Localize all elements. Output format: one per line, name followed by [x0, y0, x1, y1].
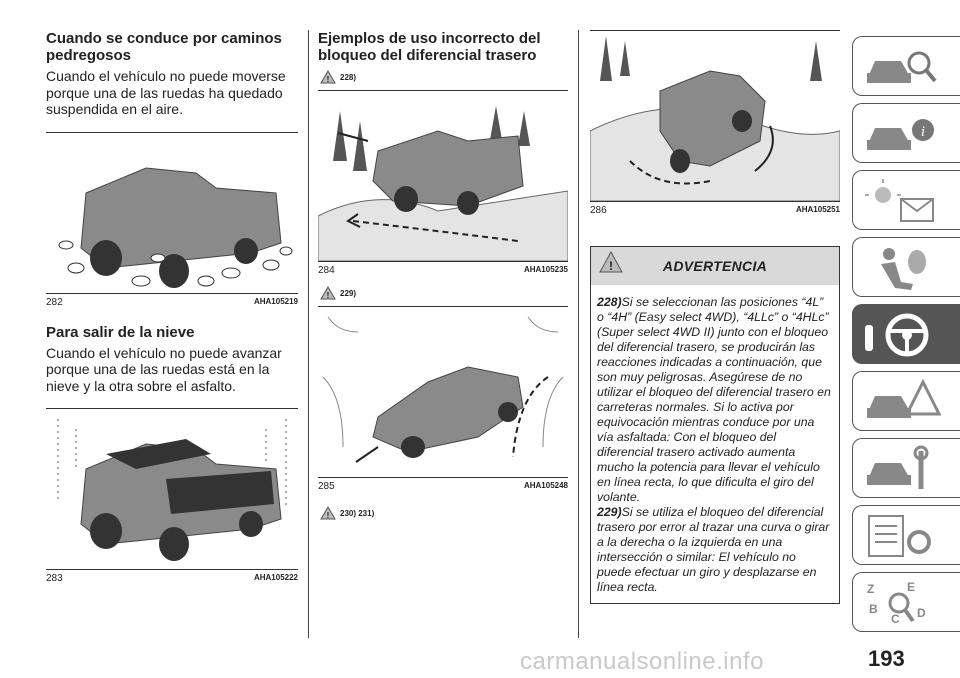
car-rocks-illustration	[46, 133, 298, 293]
heading-incorrect-use: Ejemplos de uso incorrecto del bloqueo del diferencial trasero	[318, 30, 541, 64]
svg-text:E: E	[907, 580, 916, 594]
warning-text-229: Si se utiliza el bloqueo del diferencial trasero por error al trazar una curva o girar a la derecha o la izquierda en una intersección o similar: El vehículo no puede efectuar un giro y desplazarse en línea recta.	[597, 505, 830, 594]
tab-airbag[interactable]	[852, 237, 960, 297]
column-1	[46, 30, 298, 584]
warning-title: ADVERTENCIA	[662, 258, 768, 274]
car-snow-illustration	[46, 409, 298, 569]
warning-number-229: 229)	[597, 505, 622, 519]
svg-text:C: C	[891, 612, 900, 626]
column-3	[590, 30, 840, 604]
car-intersection-illustration	[318, 307, 568, 477]
warning-ref-230-231: ! 230) 231)	[320, 506, 568, 520]
steering-key-icon	[861, 311, 941, 359]
warning-body	[591, 285, 839, 603]
checklist-gear-icon	[861, 512, 941, 560]
car-hill-spin-illustration	[590, 31, 840, 201]
tab-car-info[interactable]	[852, 103, 960, 163]
svg-text:!: !	[326, 291, 330, 300]
warning-ref-228: ! 228)	[320, 70, 568, 84]
page-number: 193	[868, 646, 905, 671]
caption-283: 283 AHA105222	[46, 569, 298, 584]
tab-car-hazard[interactable]	[852, 371, 960, 431]
car-mountain-turn-illustration	[318, 91, 568, 261]
heading-rocky-roads: Cuando se conduce por caminos pedregosos	[46, 30, 282, 64]
caption-282: 282 AHA105219	[46, 293, 298, 308]
warning-triangle-icon	[599, 251, 623, 273]
warning-ref-229: ! 229)	[320, 286, 568, 300]
figure-286	[590, 30, 840, 201]
svg-text:Z: Z	[867, 582, 875, 596]
column-divider	[578, 30, 579, 638]
warning-header	[591, 247, 839, 285]
svg-text:B: B	[869, 602, 878, 616]
watermark: carmanualsonline.info	[520, 648, 764, 675]
paragraph-rocky-roads: Cuando el vehículo no puede moverse porque una de las ruedas ha quedado suspendida en el aire.	[46, 68, 286, 117]
figure-284	[318, 90, 568, 261]
car-hazard-icon	[861, 378, 941, 426]
airbag-person-icon	[861, 244, 941, 292]
warning-triangle-icon	[320, 286, 336, 300]
heading-snow: Para salir de la nieve	[46, 323, 195, 341]
tab-alphabet-index[interactable]	[852, 572, 960, 632]
svg-text:!: !	[326, 511, 330, 520]
warning-triangle-icon	[320, 506, 336, 520]
alphabet-search-icon	[861, 579, 941, 627]
warning-triangle-icon	[320, 70, 336, 84]
caption-285: 285 AHA105248	[318, 477, 568, 492]
tab-warning-lights[interactable]	[852, 170, 960, 230]
figure-285	[318, 306, 568, 477]
tab-checklist[interactable]	[852, 505, 960, 565]
tab-steering-active[interactable]	[852, 304, 960, 364]
tab-car-service[interactable]	[852, 438, 960, 498]
svg-text:!: !	[326, 75, 330, 84]
svg-text:i: i	[920, 124, 926, 140]
svg-text:D: D	[917, 606, 926, 620]
warning-text-228: Si se seleccionan las posiciones “4L” o “4H” (Easy select 4WD), “4LLc” o “4HLc” (Super select 4WD II) junto con el bloqueo del diferencial trasero, se producirán las reacciones indicadas a continuación, que son muy peligrosas. Asegúrese de no utilizar el bloqueo del diferencial trasero en carreteras normales. Si lo activa por equivocación mientras conduce por una vía asfaltada: Con el bloqueo del diferencial trasero activado aumenta mucho la potencia para llevar el vehículo en línea recta, lo que dificulta el giro del volante.	[597, 295, 831, 504]
column-divider	[308, 30, 309, 638]
column-2	[318, 30, 568, 526]
figure-283	[46, 408, 298, 569]
svg-text:!: !	[609, 259, 613, 273]
figure-282	[46, 132, 298, 293]
car-search-icon	[861, 43, 941, 91]
caption-284: 284 AHA105235	[318, 261, 568, 276]
car-info-icon	[861, 110, 941, 158]
tab-car-search[interactable]	[852, 36, 960, 96]
warning-box	[590, 246, 840, 604]
chapter-tabs	[852, 36, 960, 639]
warning-number-228: 228)	[597, 295, 622, 309]
car-service-icon	[861, 445, 941, 493]
paragraph-snow: Cuando el vehículo no puede avanzar porque una de las ruedas está en la nieve y la otra sobre el asfalto.	[46, 344, 282, 394]
caption-286: 286 AHA105251	[590, 201, 840, 216]
warning-lights-icon	[861, 177, 941, 225]
